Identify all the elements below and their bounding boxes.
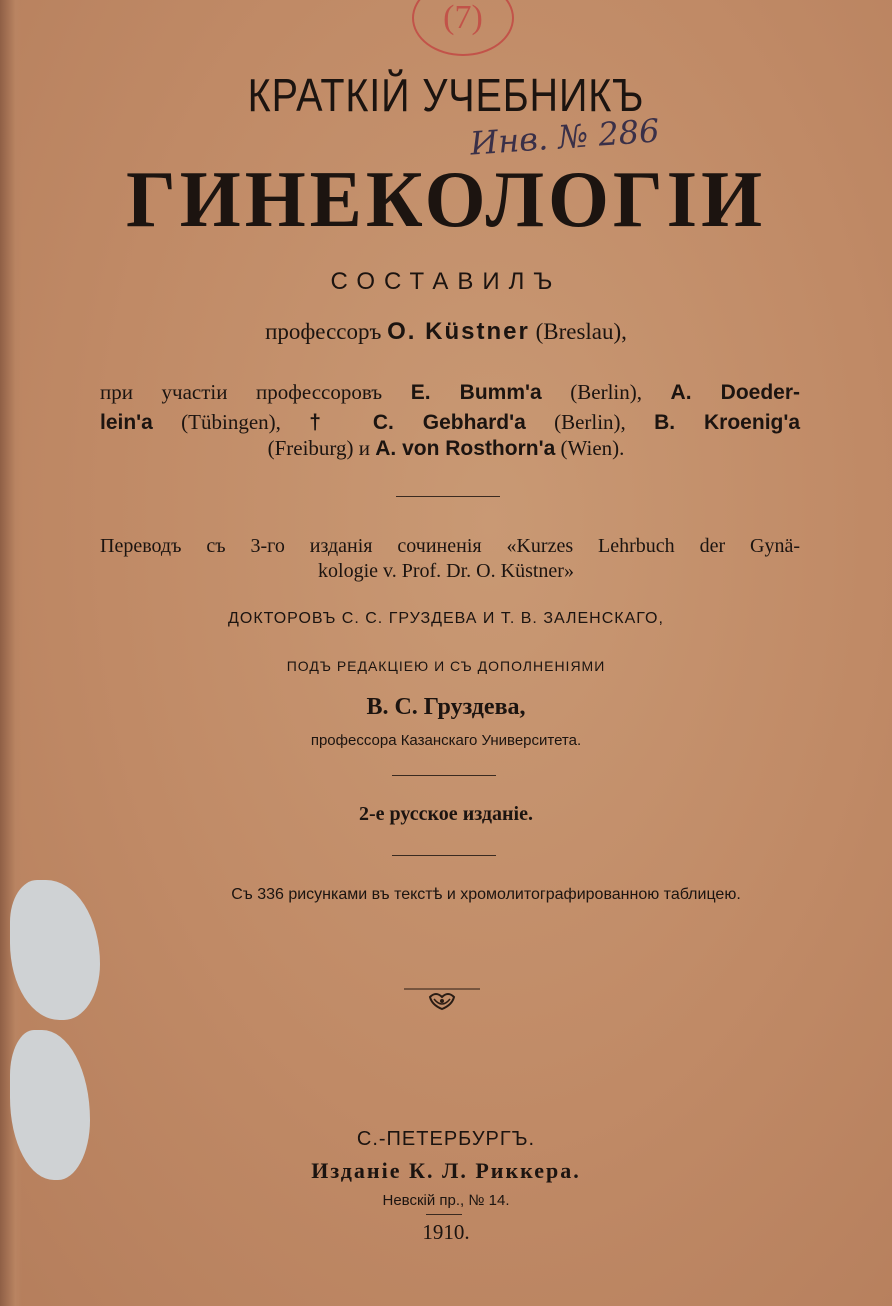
collab-place: (Berlin), bbox=[554, 410, 626, 434]
collab-place: (Wien). bbox=[560, 436, 625, 460]
editor-title: профессора Казанскаго Университета. bbox=[310, 732, 582, 749]
imprint-city: С.-ПЕТЕРБУРГЪ. bbox=[356, 1128, 536, 1150]
author-line bbox=[0, 318, 892, 346]
library-stamp: (7) bbox=[412, 0, 514, 56]
collab-name: E. Bumm'a bbox=[410, 381, 542, 404]
imprint-year: 1910. bbox=[422, 1220, 470, 1244]
handwritten-inventory-note: Инв. № 286 bbox=[468, 111, 661, 163]
editor-name: В. С. Груздева, bbox=[366, 694, 526, 720]
collab-text: при участіи профессоровъ bbox=[100, 380, 383, 404]
title-line-2: ГИНЕКОЛОГІИ bbox=[125, 156, 767, 244]
divider-rule bbox=[392, 855, 496, 856]
edition-line: 2-е русское изданіе. bbox=[359, 803, 533, 825]
title-line-1: КРАТКІЙ УЧЕБНИКЪ bbox=[247, 69, 645, 121]
imprint-publisher: Изданіе К. Л. Риккера. bbox=[311, 1158, 581, 1183]
collab-name: B. Kroenig'a bbox=[654, 411, 801, 434]
translation-line-2: kologie v. Prof. Dr. O. Küstner» bbox=[318, 560, 574, 582]
collaborators-line-2 bbox=[100, 408, 800, 437]
divider-rule bbox=[396, 496, 500, 497]
collab-place: (Berlin), bbox=[570, 380, 642, 404]
collab-name: lein'a bbox=[100, 411, 153, 434]
collab-name: A. Doeder- bbox=[670, 381, 801, 404]
collab-name: † C. Gebhard'a bbox=[309, 411, 526, 434]
author-prefix: профессоръ bbox=[265, 319, 382, 344]
divider-rule bbox=[426, 1214, 462, 1215]
collab-text: (Freiburg) и bbox=[267, 436, 371, 460]
author-place: (Breslau), bbox=[535, 319, 627, 344]
collab-name: A. von Rosthorn'a bbox=[375, 437, 556, 460]
composed-by: СОСТАВИЛЪ bbox=[330, 268, 562, 295]
editing-line: ПОДЪ РЕДАКЦІЕЮ И СЪ ДОПОЛНЕНІЯМИ bbox=[286, 658, 606, 674]
illustrations-line: Съ 336 рисунками въ текстѣ и хромолитографированною таблицею. bbox=[231, 886, 741, 903]
translators-line: ДОКТОРОВЪ С. С. ГРУЗДЕВА И Т. В. ЗАЛЕНСКАГО, bbox=[228, 610, 664, 627]
collaborators-line-3 bbox=[0, 436, 892, 461]
collab-place: (Tübingen), bbox=[181, 410, 281, 434]
author-name: O. Küstner bbox=[387, 318, 530, 345]
divider-rule bbox=[392, 775, 496, 776]
ornament-icon bbox=[402, 985, 482, 1025]
collaborators-line-1 bbox=[100, 378, 800, 407]
translation-line-1: Переводъ съ 3-го изданія сочиненія «Kurzes Lehrbuch der Gynä- bbox=[100, 535, 800, 557]
imprint-address: Невскій пр., № 14. bbox=[382, 1192, 510, 1209]
